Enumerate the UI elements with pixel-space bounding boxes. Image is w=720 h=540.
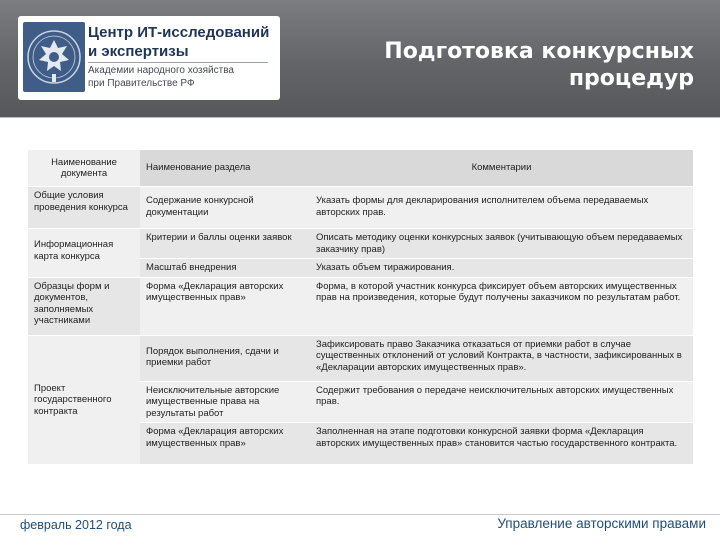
logo-subtitle-line2: при Правительстве РФ	[88, 78, 195, 89]
slide-title-line2: процедур	[568, 66, 694, 91]
table-row	[28, 229, 693, 259]
document-name-cell: Информационная карта конкурса	[28, 229, 140, 278]
column-header-comments: Комментарии	[310, 150, 693, 187]
section-cell: Форма «Декларация авторских имущественных прав»	[140, 277, 310, 335]
comment-cell: Заполненная на этапе подготовки конкурсной заявки форма «Декларация авторских имущественных прав» становится частью государственного контракта.	[310, 423, 693, 465]
document-name-cell: Образцы форм и документов, заполняемых участниками	[28, 277, 140, 335]
logo-divider	[88, 62, 268, 63]
document-name-cell: Проект государственного контракта	[28, 335, 140, 465]
table-row	[28, 335, 693, 381]
column-header-document: Наименование документа	[28, 150, 140, 187]
footer-topic: Управление авторскими правами	[497, 516, 706, 531]
section-cell: Неисключительные авторские имущественные права на результаты работ	[140, 381, 310, 423]
header-divider	[0, 117, 720, 118]
comment-cell: Описать методику оценки конкурсных заявок (учитывающую объем передаваемых заказчику прав)	[310, 229, 693, 259]
emblem-icon	[23, 22, 85, 92]
requirements-table	[28, 150, 693, 465]
logo	[18, 16, 280, 100]
logo-subtitle-line1: Академии народного хозяйства	[88, 65, 234, 76]
slide-title-line1: Подготовка конкурсных	[384, 39, 694, 64]
table-header-row	[28, 150, 693, 187]
table-row	[28, 187, 693, 229]
section-cell: Форма «Декларация авторских имущественных прав»	[140, 423, 310, 465]
section-cell: Порядок выполнения, сдачи и приемки работ	[140, 335, 310, 381]
column-header-section: Наименование раздела	[140, 150, 310, 187]
comment-cell: Содержит требования о передаче неисключительных авторских имущественных прав.	[310, 381, 693, 423]
section-cell: Содержание конкурсной документации	[140, 187, 310, 229]
slide-title	[314, 38, 694, 92]
document-name-cell: Общие условия проведения конкурса	[28, 187, 140, 229]
section-cell: Критерии и баллы оценки заявок	[140, 229, 310, 259]
comment-cell: Указать формы для декларирования исполнителем объема передаваемых авторских прав.	[310, 187, 693, 229]
header-band	[0, 0, 720, 117]
logo-title-line2: и экспертизы	[88, 43, 189, 60]
table-row	[28, 277, 693, 335]
footer-divider	[0, 514, 720, 515]
section-cell: Масштаб внедрения	[140, 259, 310, 278]
comment-cell: Зафиксировать право Заказчика отказаться от приемки работ в случае существенных отклонений от условий Контракта, в частности, зафиксированных в «Декларации авторских имущественных прав».	[310, 335, 693, 381]
logo-title-line1: Центр ИТ-исследований	[88, 24, 270, 41]
comment-cell: Форма, в которой участник конкурса фиксирует объем авторских имущественных прав на произведения, которые будут получены заказчиком по результатам работ.	[310, 277, 693, 335]
footer-date: февраль 2012 года	[20, 518, 132, 532]
comment-cell: Указать объем тиражирования.	[310, 259, 693, 278]
